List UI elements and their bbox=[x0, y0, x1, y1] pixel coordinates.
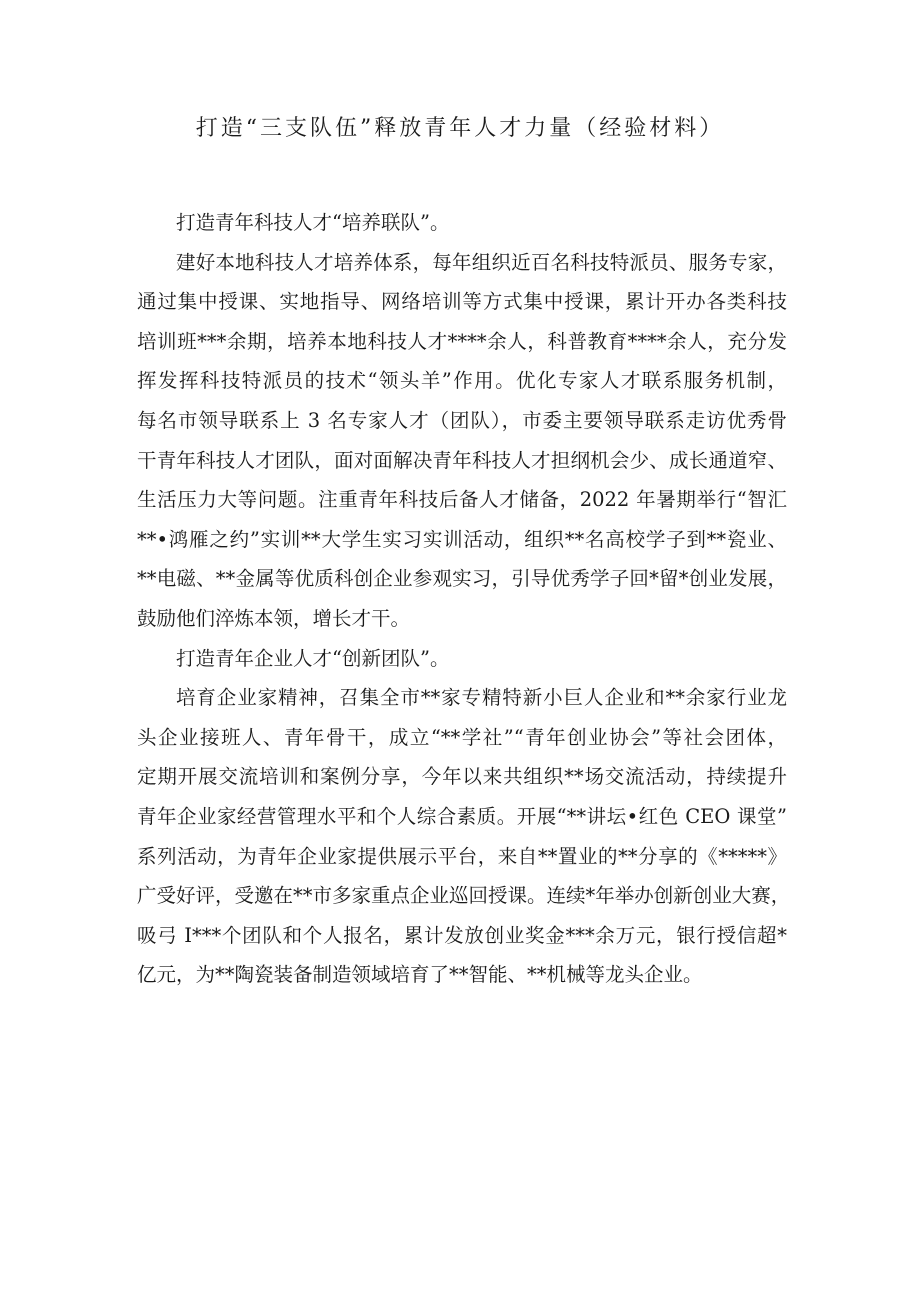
paragraph-line: 吸弓 I***个团队和个人报名，累计发放创业奖金***余万元，银行授信超* bbox=[137, 923, 787, 947]
document-title: 打造“三支队伍”释放青年人才力量（经验材料） bbox=[195, 116, 725, 141]
paragraph-line: 干青年科技人才团队，面对面解决青年科技人才担纲机会少、成长通道窄、 bbox=[137, 448, 787, 472]
paragraph-line: 青年企业家经营管理水平和个人综合素质。开展“**讲坛•红色 CEO 课堂” bbox=[137, 804, 787, 828]
document-body bbox=[137, 203, 791, 995]
paragraph-line: 广受好评，受邀在**市多家重点企业巡回授课。连续*年举办创新创业大赛， bbox=[137, 884, 791, 908]
paragraph-line: 挥发挥科技特派员的技术“领头羊”作用。优化专家人才联系服务机制， bbox=[137, 369, 787, 393]
heading-text: 打造青年科技人才“培养联队”。 bbox=[176, 211, 450, 234]
heading-text: 打造青年企业人才“创新团队”。 bbox=[176, 646, 450, 670]
paragraph-line: 培训班***余期，培养本地科技人才****余人，科普教育****余人，充分发 bbox=[137, 329, 787, 353]
paragraph-line: 系列活动，为青年企业家提供展示平台，来自**置业的**分享的《*****》 bbox=[137, 844, 787, 868]
paragraph-line: 每名市领导联系上 3 名专家人才（团队），市委主要领导联系走访优秀骨 bbox=[137, 408, 787, 432]
paragraph-line: 生活压力大等问题。注重青年科技后备人才储备，2022 年暑期举行“智汇 bbox=[137, 488, 787, 512]
paragraph-line: 定期开展交流培训和案例分享，今年以来共组织**场交流活动，持续提升 bbox=[137, 765, 787, 789]
paragraph-line: 鼓励他们淬炼本领，增长才干。 bbox=[137, 606, 411, 630]
paragraph-line: 培育企业家精神，召集全市**家专精特新小巨人企业和**余家行业龙 bbox=[176, 686, 787, 710]
paragraph-line: 亿元，为**陶瓷装备制造领域培育了**智能、**机械等龙头企业。 bbox=[137, 963, 703, 987]
paragraph-line: 头企业接班人、青年骨干，成立“**学社”“青年创业协会”等社会团体， bbox=[137, 725, 787, 749]
paragraph-line: 建好本地科技人才培养体系，每年组织近百名科技特派员、服务专家， bbox=[176, 250, 787, 274]
section-paragraph-1 bbox=[137, 243, 787, 639]
paragraph-line: **电磁、**金属等优质科创企业参观实习，引导优秀学子回*留*创业发展， bbox=[137, 567, 787, 591]
paragraph-line: **•鸿雁之约”实训**大学生实习实训活动，组织**名高校学子到**瓷业、 bbox=[137, 527, 787, 551]
paragraph-line: 通过集中授课、实地指导、网络培训等方式集中授课，累计开办各类科技 bbox=[137, 290, 787, 314]
section-heading-1 bbox=[137, 203, 787, 243]
section-paragraph-2 bbox=[137, 678, 791, 995]
section-heading-2 bbox=[137, 639, 787, 679]
